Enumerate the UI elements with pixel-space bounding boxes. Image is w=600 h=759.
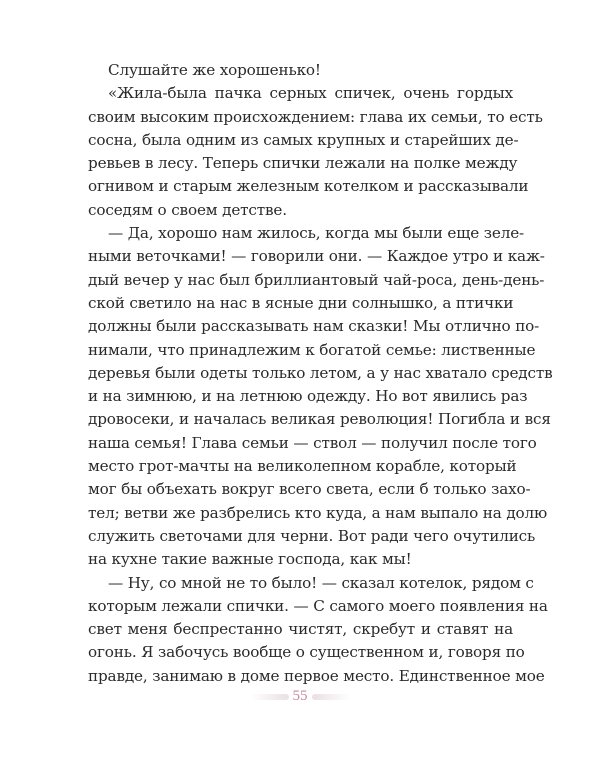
page-footer [0,688,600,705]
text-line: сосна, была одним из самых крупных и старейших де- [88,130,519,149]
text-line: «Жила-была пачка серных спичек, очень гордых [108,84,513,103]
text-line: — Да, хорошо нам жилось, когда мы были еще зеле- [108,224,525,243]
text-line: служить светочами для черни. Вот ради чего очутились [88,526,536,545]
text-line: мог бы объехать вокруг всего света, если б только захо- [88,480,531,499]
text-line: нимали, что принадлежим к богатой семье: лиственные [88,340,536,359]
page-number: 55 [292,688,308,704]
folio-ornament-left-icon [251,694,289,700]
text-line: место грот-мачты на великолепном корабле, который [88,457,517,476]
text-line: своим высоким происхождением: глава их семьи, то есть [88,107,543,126]
text-line: ревьев в лесу. Теперь спички лежали на полке между [88,154,518,173]
text-line: деревья были одеты только летом, а у нас хватало средств [88,363,553,382]
text-line: дый вечер у нас был бриллиантовый чай-роса, день-день- [88,270,545,289]
text-line: свет меня беспрестанно чистят, скребут и ставят на [88,620,513,639]
text-line: Слушайте же хорошенько! [108,61,321,79]
text-line: и на зимнюю, и на летнюю одежду. Но вот явились раз [88,387,528,406]
page-body-text [88,59,553,688]
text-line: — Ну, со мной не то было! — сказал котелок, рядом с [108,573,534,592]
text-line: соседям о своем детстве. [88,200,287,219]
text-line: должны были рассказывать нам сказки! Мы отлично по- [88,317,540,336]
text-line: которым лежали спички. — С самого моего появления на [88,596,548,615]
text-line: огонь. Я забочусь вообще о существенном и, говоря по [88,643,525,662]
text-line: правде, занимаю в доме первое место. Единственное мое [88,666,545,685]
folio-ornament-right-icon [312,694,350,700]
text-line: ской светило на нас в ясные дни солнышко, а птички [88,293,514,312]
text-line: дровосеки, и началась великая революция! Погибла и вся [88,410,551,429]
text-line: огнивом и старым железным котелком и рассказывали [88,177,529,196]
text-line: на кухне такие важные господа, как мы! [88,550,412,569]
text-line: наша семья! Глава семьи — ствол — получил после того [88,433,537,452]
text-line: тел; ветви же разбрелись кто куда, а нам выпало на долю [88,503,548,522]
text-line: ными веточками! — говорили они. — Каждое утро и каж- [88,247,545,266]
